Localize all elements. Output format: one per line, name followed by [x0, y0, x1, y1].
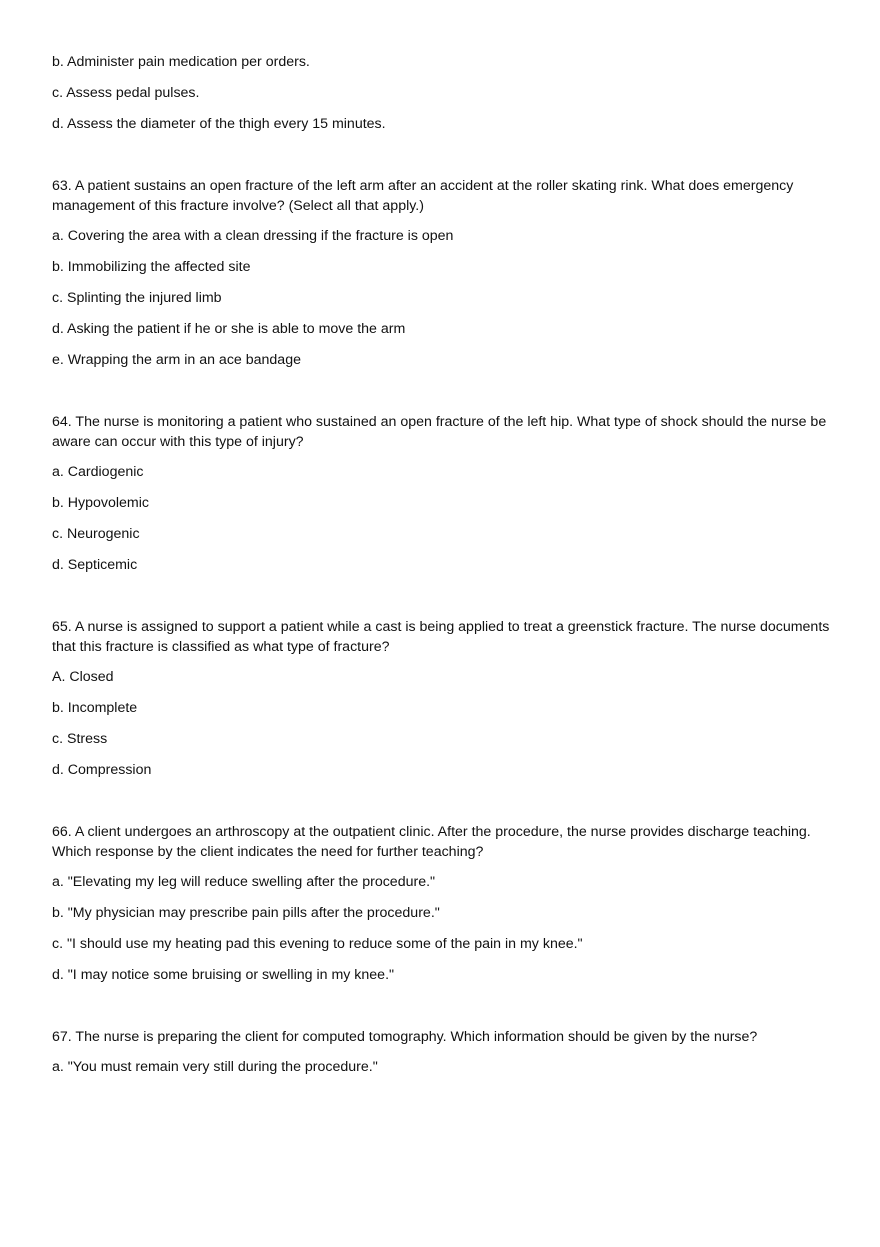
option-text: c. Stress [52, 731, 108, 747]
option-text: a. Cardiogenic [52, 464, 144, 480]
option-text: a. "You must remain very still during the procedure." [52, 1059, 378, 1075]
option-text: c. Splinting the injured limb [52, 290, 222, 306]
option-text: d. Assess the diameter of the thigh every 15 minutes. [52, 116, 386, 132]
question-63-stem: 63. A patient sustains an open fracture of the left arm after an accident at the roller skating rink. What does emergency management of this fracture involve? (Select all that apply.) [52, 178, 794, 214]
option-text: d. Septicemic [52, 557, 138, 573]
question-65-stem: 65. A nurse is assigned to support a patient while a cast is being applied to treat a greenstick fracture. The nurse documents that this fracture is classified as what type of fracture? [52, 619, 830, 655]
option-text: d. Compression [52, 762, 152, 778]
option-text: b. Incomplete [52, 700, 138, 716]
option-text: a. "Elevating my leg will reduce swelling after the procedure." [52, 874, 436, 890]
option-text: c. Assess pedal pulses. [52, 85, 200, 101]
option-text: b. "My physician may prescribe pain pills after the procedure." [52, 905, 440, 921]
document-page [52, 52, 832, 1088]
option-text: A. Closed [52, 669, 114, 685]
question-64-stem: 64. The nurse is monitoring a patient who sustained an open fracture of the left hip. What type of shock should the nurse be aware can occur with this type of injury? [52, 414, 827, 450]
option-text: a. Covering the area with a clean dressing if the fracture is open [52, 228, 454, 244]
option-text: e. Wrapping the arm in an ace bandage [52, 352, 301, 368]
option-text: b. Hypovolemic [52, 495, 149, 511]
option-text: c. Neurogenic [52, 526, 140, 542]
option-text: d. "I may notice some bruising or swelling in my knee." [52, 967, 395, 983]
question-67-stem: 67. The nurse is preparing the client for computed tomography. Which information should be given by the nurse? [52, 1029, 758, 1045]
option-text: b. Immobilizing the affected site [52, 259, 251, 275]
option-text: b. Administer pain medication per orders. [52, 54, 310, 70]
option-text: d. Asking the patient if he or she is able to move the arm [52, 321, 406, 337]
question-66-stem: 66. A client undergoes an arthroscopy at the outpatient clinic. After the procedure, the nurse provides discharge teaching. Which response by the client indicates the need for further teaching? [52, 824, 811, 860]
option-text: c. "I should use my heating pad this evening to reduce some of the pain in my knee." [52, 936, 583, 952]
